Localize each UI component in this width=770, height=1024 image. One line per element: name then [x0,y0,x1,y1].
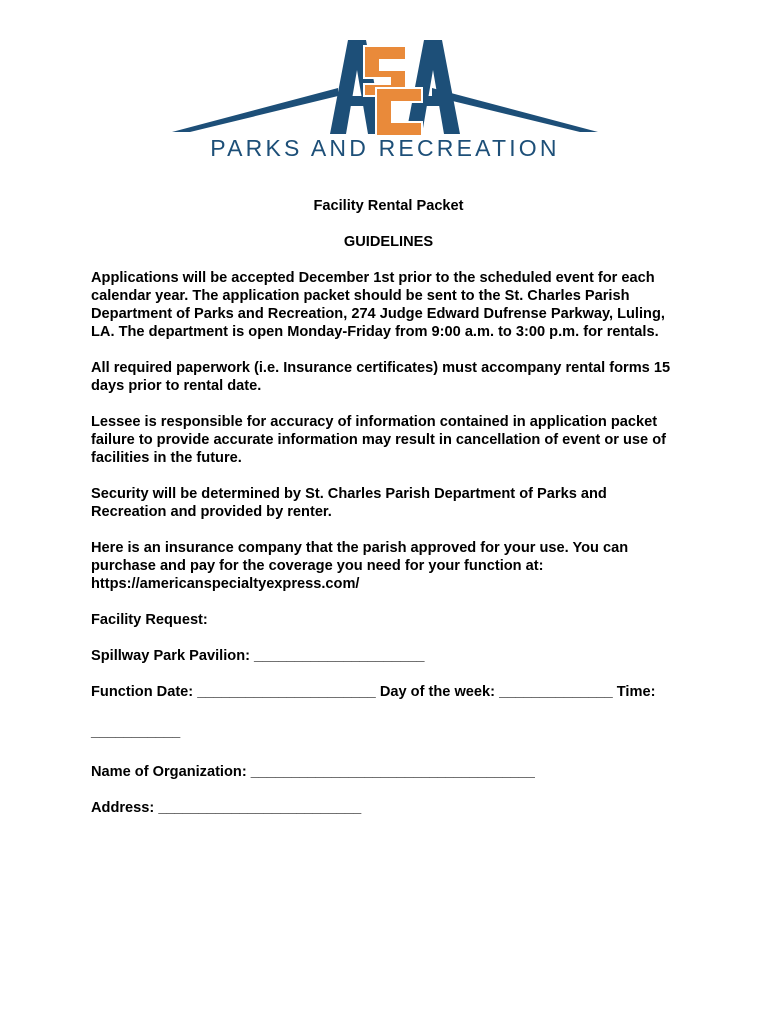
document-title: Facility Rental Packet [313,198,464,214]
function-date-label: Function Date: [91,684,194,700]
day-of-week-field[interactable]: ______________ [499,684,613,700]
spillway-field[interactable]: _____________________ [254,648,425,664]
organization-field[interactable]: ___________________________________ [250,764,535,780]
function-date-row [91,683,686,701]
address-field[interactable]: _________________________ [158,800,362,816]
time-field[interactable]: ___________ [91,724,181,740]
organization-row [91,763,686,781]
time-label: Time: [616,684,656,700]
paragraph-insurance: Here is an insurance company that the parish approved for your use. You can purchase and pay for the coverage you need for your function at: https://americanspecialtyexpress.com/ [91,540,629,592]
guidelines-heading: GUIDELINES [343,234,434,250]
facility-request-label: Facility Request: [91,612,208,628]
address-row [91,799,686,817]
document-body [91,197,686,817]
day-of-week-label: Day of the week: [379,684,496,700]
spillway-label: Spillway Park Pavilion: [91,648,250,664]
paragraph-lessee: Lessee is responsible for accuracy of information contained in application packet failure to provide accurate information may result in cancellation of event or use of facilities in the future. [91,414,666,466]
paragraph-security: Security will be determined by St. Charles Parish Department of Parks and Recreation and provided by renter. [91,486,607,520]
function-date-field[interactable]: ______________________ [197,684,376,700]
logo-subtitle: PARKS AND RECREATION [210,135,560,161]
asca-logo [160,30,610,165]
spillway-row [91,647,686,665]
organization-label: Name of Organization: [91,764,247,780]
time-row [91,723,686,741]
asca-logo-graphic [160,30,610,140]
paragraph-applications: Applications will be accepted December 1st prior to the scheduled event for each calendar year. The application packet should be sent to the St. Charles Parish Department of Parks and Recreation, 274 Judge Edward Dufrense Parkway, Luling, LA. The department is open Monday-Friday from 9:00 a.m. to 3:00 p.m. for rentals. [91,270,665,340]
paragraph-paperwork: All required paperwork (i.e. Insurance certificates) must accompany rental forms 15 days prior to rental date. [91,360,671,394]
address-label: Address: [91,800,155,816]
